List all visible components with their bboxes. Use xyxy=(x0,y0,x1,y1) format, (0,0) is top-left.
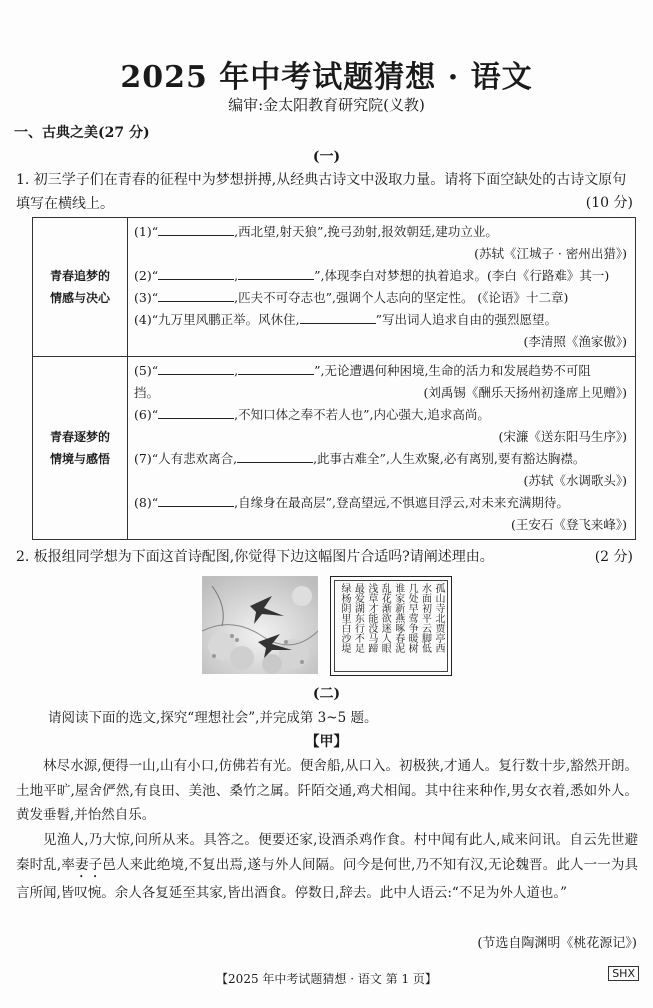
item-2: (2)“ , ”,体现李白对梦想的执着追求。(李白《行路难》其一) xyxy=(134,265,627,287)
category-1-line-2: 情感与决心 xyxy=(49,291,110,305)
category-cell-2 xyxy=(33,357,128,540)
answer-blank[interactable] xyxy=(300,309,376,324)
item-8: (8)“ ,自缘身在最高层”,登高望远,不惧遮目浮云,对未来充满期待。 xyxy=(134,492,627,514)
item-5: (5)“ , ”,无论遭遇何种困境,生命的活力和发展趋势不可阻 xyxy=(134,360,627,382)
item-6: (6)“ ,不知口体之奉不若人也”,内心强大,追求高尚。 xyxy=(134,404,627,426)
poem-columns xyxy=(334,580,448,672)
poem-column-5: 乱花渐欲迷人眼 xyxy=(379,583,391,653)
question-2-text: 2. 板报组同学想为下面这首诗配图,你觉得下边这幅图片合适吗?请阐述理由。 xyxy=(16,549,494,565)
category-2-line-2: 情境与感悟 xyxy=(49,452,110,466)
category-1-line-1: 青春追梦的 xyxy=(49,269,110,283)
answer-blank[interactable] xyxy=(238,360,314,375)
answer-blank[interactable] xyxy=(158,221,234,236)
items-cell-2 xyxy=(128,357,636,540)
poem-calligraphy-box xyxy=(330,576,452,676)
item-7: (7)“人有悲欢离合, ,此事古难全”,人生欢聚,必有离别,要有豁达胸襟。 xyxy=(134,448,627,470)
item-6-source: (宋濂《送东阳马生序》) xyxy=(498,429,627,444)
item-3: (3)“ ,匹夫不可夺志也”,强调个人志向的坚定性。 (《论语》十二章) xyxy=(134,287,627,309)
answer-blank[interactable] xyxy=(158,404,234,419)
part-two-label: (二) xyxy=(312,686,341,702)
emphasized-word: 妻子 xyxy=(74,856,103,873)
question-1-score: (10 分) xyxy=(585,195,633,211)
reading-intro: 请阅读下面的选文,探究“理想社会”,并完成第 3~5 题。 xyxy=(48,710,378,726)
question-2-score: (2 分) xyxy=(594,549,633,565)
passage-paragraph-2: 见渔人,乃大惊,问所从来。具答之。便要还家,设酒杀鸡作食。村中闻有此人,咸来问讯。自云先世避秦时乱,率妻子邑人来此绝境,不复出焉,遂与外人间隔。问今是何世,乃不知有汉,无论魏晋。此人一一为具言所闻,皆叹惋。余人各复延至其家,皆出酒食。停数日,辞去。此中人语云:“不足为外人道也。” xyxy=(16,832,639,901)
category-2-line-1: 青春逐梦的 xyxy=(49,430,110,444)
swallow-painting xyxy=(202,576,318,674)
answer-blank[interactable] xyxy=(158,265,234,280)
part-one-label: (一) xyxy=(312,149,341,165)
section-heading: 一、古典之美(27 分) xyxy=(14,125,150,141)
answer-blank[interactable] xyxy=(158,287,234,302)
editor-line: 编审:金太阳教育研究院(义教) xyxy=(228,96,425,114)
passage-paragraph-1: 林尽水源,便得一山,山有小口,仿佛若有光。便舍船,从口入。初极狭,才通人。复行数十步,豁然开朗。土地平旷,屋舍俨然,有良田、美池、桑竹之属。阡陌交通,鸡犬相闻。其中往来种作,男女衣着,悉如外人。黄发垂髫,并怡然自乐。 xyxy=(16,758,638,823)
item-8-source: (王安石《登飞来峰》) xyxy=(510,517,627,532)
poem-column-1: 孤山寺北贾亭西 xyxy=(432,583,444,653)
answer-blank[interactable] xyxy=(237,448,313,463)
item-5-line-2: 挡。 (刘禹锡《酬乐天扬州初逢席上见赠》) xyxy=(134,382,627,404)
category-cell-1 xyxy=(33,218,128,357)
poem-column-3: 几处早莺争暖树 xyxy=(406,583,418,653)
poem-column-8: 绿杨阴里白沙堤 xyxy=(339,583,350,653)
item-4-source: (李清照《渔家傲》) xyxy=(523,334,627,349)
question-1-text: 1. 初三学子们在青春的征程中为梦想拼搏,从经典古诗文中汲取力量。请将下面空缺处的古诗文原句填写在横线上。 xyxy=(16,172,627,212)
poem-column-4: 谁家新燕啄春泥 xyxy=(392,583,404,653)
item-1: (1)“ ,西北望,射天狼”,挽弓劲射,报效朝廷,建功立业。 xyxy=(134,221,627,243)
item-1-source: (苏轼《江城子 · 密州出猎》) xyxy=(474,246,627,261)
poem-fill-table xyxy=(32,217,636,540)
passage-source: (节选自陶渊明《桃花源记》) xyxy=(477,936,637,951)
answer-blank[interactable] xyxy=(238,265,314,280)
item-4: (4)“九万里风鹏正举。风休住, ”写出词人追求自由的强烈愿望。 xyxy=(134,309,627,331)
page-title: 2025 年中考试题猜想 · 语文 xyxy=(120,60,533,95)
answer-blank[interactable] xyxy=(158,492,234,507)
item-7-source: (苏轼《水调歌头》) xyxy=(523,473,627,488)
poem-column-7: 最爱湖东行不足 xyxy=(352,583,364,653)
passage-jia-label: 【甲】 xyxy=(305,734,348,750)
poem-column-6: 浅草才能没马蹄 xyxy=(365,583,377,653)
question-1 xyxy=(16,168,636,216)
region-code-badge: SHX xyxy=(608,966,639,981)
poem-column-2: 水面初平云脚低 xyxy=(419,583,431,653)
items-cell-1 xyxy=(128,218,636,357)
item-5-source: (刘禹锡《酬乐天扬州初逢席上见赠》) xyxy=(423,385,627,400)
page-footer: 【2025 年中考试题猜想 · 语文 第 1 页】 xyxy=(216,972,437,986)
answer-blank[interactable] xyxy=(158,360,234,375)
